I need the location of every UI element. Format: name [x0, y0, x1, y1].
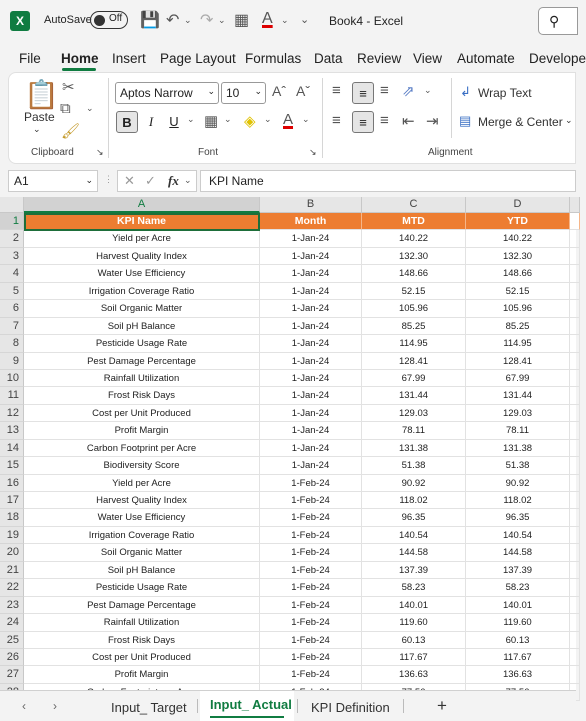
table-cell[interactable]: 85.25: [362, 318, 466, 335]
chevron-down-icon[interactable]: ⌄: [86, 103, 94, 113]
table-cell[interactable]: 1-Feb-24: [260, 649, 362, 666]
row-header[interactable]: 13: [0, 422, 24, 439]
font-group-label: Font: [198, 147, 219, 158]
table-cell[interactable]: Cost per Unit Produced: [24, 405, 260, 422]
table-cell[interactable]: 140.01: [362, 597, 466, 614]
table-cell[interactable]: 136.63: [466, 666, 570, 683]
row-header[interactable]: 21: [0, 562, 24, 579]
tab-insert[interactable]: Insert: [112, 51, 146, 66]
search-icon: ⚲: [549, 13, 560, 29]
chevron-down-icon[interactable]: ⌄: [33, 124, 41, 134]
empty-cell[interactable]: [570, 562, 580, 579]
cut-icon[interactable]: ✂: [62, 79, 75, 96]
table-cell[interactable]: Irrigation Coverage Ratio: [24, 283, 260, 300]
chevron-down-icon: ⌄: [254, 86, 262, 96]
table-cell[interactable]: 1-Jan-24: [260, 300, 362, 317]
empty-cell[interactable]: [570, 370, 580, 387]
table-cell[interactable]: Irrigation Coverage Ratio: [24, 527, 260, 544]
table-cell[interactable]: Soil pH Balance: [24, 318, 260, 335]
chevron-down-icon[interactable]: ⌄: [184, 175, 192, 185]
alignment-group-label: Alignment: [428, 147, 473, 158]
empty-cell[interactable]: [570, 440, 580, 457]
tab-formulas[interactable]: Formulas: [245, 51, 302, 66]
table-cell[interactable]: Profit Margin: [24, 666, 260, 683]
table-cell[interactable]: 1-Jan-24: [260, 318, 362, 335]
table-cell[interactable]: 148.66: [466, 265, 570, 282]
chevron-down-icon[interactable]: ⌄: [187, 114, 195, 124]
borders-icon[interactable]: ▦: [234, 12, 250, 29]
row-header[interactable]: 22: [0, 579, 24, 596]
table-cell[interactable]: Harvest Quality Index: [24, 248, 260, 265]
column-header-c[interactable]: C: [362, 197, 466, 213]
table-cell[interactable]: 1-Jan-24: [260, 335, 362, 352]
enter-icon[interactable]: ✓: [145, 173, 156, 188]
table-cell[interactable]: 1-Feb-24: [260, 579, 362, 596]
table-cell[interactable]: 140.22: [466, 230, 570, 247]
divider: [197, 699, 198, 713]
row-header[interactable]: 15: [0, 457, 24, 474]
tab-review[interactable]: Review: [357, 51, 402, 66]
table-cell[interactable]: 140.01: [466, 597, 570, 614]
empty-cell[interactable]: [570, 475, 580, 492]
orientation-icon[interactable]: ⇗: [402, 83, 415, 100]
row-header[interactable]: 5: [0, 283, 24, 300]
table-cell[interactable]: 1-Feb-24: [260, 509, 362, 526]
table-cell[interactable]: 117.67: [362, 649, 466, 666]
table-cell[interactable]: 1-Jan-24: [260, 405, 362, 422]
title-bar: [0, 0, 576, 42]
empty-cell[interactable]: [570, 318, 580, 335]
font-color-icon[interactable]: A: [283, 111, 294, 128]
tab-developer[interactable]: Develope: [529, 51, 586, 66]
row-header[interactable]: 2: [0, 230, 24, 247]
empty-cell[interactable]: [570, 213, 580, 230]
font-color-icon[interactable]: A: [262, 10, 273, 27]
table-cell[interactable]: Rainfall Utilization: [24, 614, 260, 631]
table-cell[interactable]: 1-Feb-24: [260, 475, 362, 492]
tab-automate[interactable]: Automate: [457, 51, 515, 66]
table-cell[interactable]: 128.41: [466, 353, 570, 370]
divider: [403, 699, 404, 713]
chevron-down-icon: ⌄: [207, 86, 215, 96]
table-cell[interactable]: 1-Jan-24: [260, 440, 362, 457]
table-cell[interactable]: 129.03: [466, 405, 570, 422]
row-header[interactable]: 7: [0, 318, 24, 335]
table-cell[interactable]: 52.15: [466, 283, 570, 300]
table-cell[interactable]: Pest Damage Percentage: [24, 353, 260, 370]
table-cell[interactable]: 128.41: [362, 353, 466, 370]
increase-indent-icon[interactable]: ⇥: [426, 113, 439, 130]
table-cell[interactable]: Rainfall Utilization: [24, 370, 260, 387]
table-cell[interactable]: 1-Jan-24: [260, 353, 362, 370]
empty-cell[interactable]: [570, 283, 580, 300]
italic-button[interactable]: I: [148, 114, 154, 129]
table-cell[interactable]: 1-Jan-24: [260, 422, 362, 439]
chevron-down-icon[interactable]: ⌄: [424, 85, 432, 95]
table-cell[interactable]: Soil Organic Matter: [24, 300, 260, 317]
align-top-icon[interactable]: ≡: [332, 82, 341, 99]
name-box[interactable]: [8, 170, 98, 192]
table-cell[interactable]: 119.60: [362, 614, 466, 631]
row-header[interactable]: 20: [0, 544, 24, 561]
row-header[interactable]: 25: [0, 632, 24, 649]
table-cell[interactable]: Pesticide Usage Rate: [24, 579, 260, 596]
table-cell[interactable]: 1-Feb-24: [260, 632, 362, 649]
table-cell[interactable]: 137.39: [466, 562, 570, 579]
table-cell[interactable]: 58.23: [362, 579, 466, 596]
row-header[interactable]: 26: [0, 649, 24, 666]
increase-font-size-icon[interactable]: Aˆ: [272, 83, 286, 99]
table-cell[interactable]: 1-Jan-24: [260, 370, 362, 387]
merge-center-button[interactable]: Merge & Center: [478, 115, 563, 129]
add-sheet-icon[interactable]: +: [437, 696, 447, 715]
table-cell[interactable]: 60.13: [362, 632, 466, 649]
table-cell[interactable]: 1-Feb-24: [260, 544, 362, 561]
table-cell[interactable]: 131.38: [362, 440, 466, 457]
more-icon: ⋮: [104, 174, 113, 184]
row-header[interactable]: 6: [0, 300, 24, 317]
sheet-tabs-bar: [0, 690, 576, 720]
table-cell[interactable]: 1-Jan-24: [260, 283, 362, 300]
empty-cell[interactable]: [570, 405, 580, 422]
empty-cell[interactable]: [570, 492, 580, 509]
table-cell[interactable]: 114.95: [466, 335, 570, 352]
ribbon-tabs: [0, 42, 586, 70]
table-cell[interactable]: 67.99: [362, 370, 466, 387]
table-cell[interactable]: 1-Feb-24: [260, 666, 362, 683]
table-cell[interactable]: 78.11: [466, 422, 570, 439]
table-cell[interactable]: Water Use Efficiency: [24, 509, 260, 526]
table-cell[interactable]: 58.23: [466, 579, 570, 596]
divider: [451, 78, 452, 138]
autosave-label: AutoSave: [44, 14, 92, 26]
table-cell[interactable]: 140.22: [362, 230, 466, 247]
empty-cell[interactable]: [570, 666, 580, 683]
table-cell[interactable]: 144.58: [362, 544, 466, 561]
format-painter-icon[interactable]: 🖌: [61, 123, 81, 140]
font-name-value: Aptos Narrow: [120, 86, 193, 100]
bold-button[interactable]: B: [116, 111, 138, 133]
table-cell[interactable]: 105.96: [362, 300, 466, 317]
table-cell[interactable]: 60.13: [466, 632, 570, 649]
table-cell[interactable]: 1-Jan-24: [260, 265, 362, 282]
table-cell[interactable]: 117.67: [466, 649, 570, 666]
wrap-text-icon[interactable]: ↲: [460, 84, 471, 99]
row-header[interactable]: 18: [0, 509, 24, 526]
redo-icon[interactable]: ↷: [200, 12, 214, 29]
table-cell[interactable]: Yield per Acre: [24, 475, 260, 492]
row-header[interactable]: 3: [0, 248, 24, 265]
table-cell[interactable]: 131.44: [466, 387, 570, 404]
tab-home[interactable]: Home: [61, 51, 99, 66]
align-center-button[interactable]: ≡: [352, 111, 374, 133]
table-cell[interactable]: 1-Jan-24: [260, 248, 362, 265]
table-cell[interactable]: 1-Jan-24: [260, 457, 362, 474]
table-cell[interactable]: 78.11: [362, 422, 466, 439]
font-size-value: 10: [226, 86, 240, 100]
font-launcher-icon[interactable]: ↘: [309, 147, 317, 157]
table-cell[interactable]: 96.35: [362, 509, 466, 526]
row-header[interactable]: 10: [0, 370, 24, 387]
empty-cell[interactable]: [570, 614, 580, 631]
table-cell[interactable]: 131.44: [362, 387, 466, 404]
table-cell[interactable]: Cost per Unit Produced: [24, 649, 260, 666]
table-cell[interactable]: Water Use Efficiency: [24, 265, 260, 282]
table-cell[interactable]: Frost Risk Days: [24, 387, 260, 404]
table-cell[interactable]: 96.35: [466, 509, 570, 526]
formula-input[interactable]: KPI Name: [200, 170, 576, 192]
chevron-left-icon[interactable]: ‹: [22, 699, 26, 713]
font-name-combo[interactable]: [115, 82, 219, 104]
cancel-icon[interactable]: ✕: [124, 173, 135, 188]
spreadsheet-grid[interactable]: [0, 197, 576, 690]
table-cell[interactable]: Frost Risk Days: [24, 632, 260, 649]
font-size-combo[interactable]: [221, 82, 266, 104]
table-cell[interactable]: 137.39: [362, 562, 466, 579]
empty-cell[interactable]: [570, 544, 580, 561]
table-cell[interactable]: Yield per Acre: [24, 230, 260, 247]
merge-center-icon[interactable]: ▤: [459, 113, 472, 128]
table-cell[interactable]: 136.63: [362, 666, 466, 683]
table-cell[interactable]: Profit Margin: [24, 422, 260, 439]
row-header[interactable]: 9: [0, 353, 24, 370]
column-header-e[interactable]: [570, 197, 580, 213]
table-cell[interactable]: Pesticide Usage Rate: [24, 335, 260, 352]
header-cell[interactable]: Month: [260, 213, 362, 230]
borders-icon[interactable]: ▦: [204, 113, 219, 130]
autosave-state: Off: [109, 13, 123, 24]
column-header-b[interactable]: B: [260, 197, 362, 213]
table-cell[interactable]: 1-Feb-24: [260, 527, 362, 544]
row-header[interactable]: 12: [0, 405, 24, 422]
row-header[interactable]: 4: [0, 265, 24, 282]
table-cell[interactable]: 1-Feb-24: [260, 597, 362, 614]
sheet-tab-input-target[interactable]: Input_ Target: [111, 700, 187, 715]
header-cell[interactable]: KPI Name: [24, 213, 260, 230]
align-left-icon[interactable]: ≡: [332, 112, 341, 129]
table-cell[interactable]: 67.99: [466, 370, 570, 387]
table-cell[interactable]: 1-Jan-24: [260, 387, 362, 404]
row-header[interactable]: 8: [0, 335, 24, 352]
empty-cell[interactable]: [570, 422, 580, 439]
empty-cell[interactable]: [570, 457, 580, 474]
table-cell[interactable]: Harvest Quality Index: [24, 492, 260, 509]
empty-cell[interactable]: [570, 300, 580, 317]
table-cell[interactable]: 52.15: [362, 283, 466, 300]
table-cell[interactable]: 90.92: [362, 475, 466, 492]
save-icon[interactable]: 💾: [140, 12, 160, 29]
chevron-down-icon[interactable]: ⌄: [281, 15, 289, 25]
table-cell[interactable]: 51.38: [466, 457, 570, 474]
empty-cell[interactable]: [570, 509, 580, 526]
table-cell[interactable]: Pest Damage Percentage: [24, 597, 260, 614]
table-cell[interactable]: 1-Feb-24: [260, 562, 362, 579]
header-cell[interactable]: YTD: [466, 213, 570, 230]
table-cell[interactable]: 132.30: [362, 248, 466, 265]
table-cell[interactable]: 148.66: [362, 265, 466, 282]
customize-toolbar-icon[interactable]: ⌄: [300, 14, 310, 26]
column-header-d[interactable]: D: [466, 197, 570, 213]
autosave-toggle[interactable]: [90, 11, 128, 29]
align-right-icon[interactable]: ≡: [380, 112, 389, 129]
chevron-down-icon[interactable]: ⌄: [224, 114, 232, 124]
search-box[interactable]: [538, 7, 578, 35]
align-bottom-icon[interactable]: ≡: [380, 82, 389, 99]
chevron-down-icon[interactable]: ⌄: [264, 114, 272, 124]
table-cell[interactable]: Soil Organic Matter: [24, 544, 260, 561]
active-tab-indicator: [62, 68, 96, 71]
row-header[interactable]: 11: [0, 387, 24, 404]
table-cell[interactable]: 114.95: [362, 335, 466, 352]
document-title: Book4 - Excel: [329, 14, 404, 28]
row-header[interactable]: 19: [0, 527, 24, 544]
tab-page-layout[interactable]: Page Layout: [160, 51, 236, 66]
paste-label[interactable]: Paste: [24, 110, 55, 124]
chevron-down-icon: ⌄: [85, 175, 93, 185]
table-cell[interactable]: 90.92: [466, 475, 570, 492]
table-cell[interactable]: 140.54: [362, 527, 466, 544]
excel-logo-icon: X: [10, 11, 30, 31]
tab-view[interactable]: View: [413, 51, 443, 66]
paste-icon[interactable]: 📋: [24, 79, 59, 110]
empty-cell[interactable]: [570, 597, 580, 614]
empty-cell[interactable]: [570, 248, 580, 265]
empty-cell[interactable]: [570, 387, 580, 404]
table-cell[interactable]: 118.02: [466, 492, 570, 509]
table-cell[interactable]: 132.30: [466, 248, 570, 265]
table-cell[interactable]: 51.38: [362, 457, 466, 474]
active-sheet-indicator: [210, 716, 284, 718]
table-cell[interactable]: 85.25: [466, 318, 570, 335]
table-cell[interactable]: 1-Feb-24: [260, 492, 362, 509]
divider: [108, 78, 109, 158]
column-header-a[interactable]: A: [24, 197, 260, 213]
align-middle-button[interactable]: ≡: [352, 82, 374, 104]
fill-color-icon[interactable]: ◈: [244, 113, 256, 130]
empty-cell[interactable]: [570, 632, 580, 649]
row-header[interactable]: 14: [0, 440, 24, 457]
table-cell[interactable]: 119.60: [466, 614, 570, 631]
chevron-down-icon[interactable]: ⌄: [565, 115, 573, 125]
row-header[interactable]: 27: [0, 666, 24, 683]
table-cell[interactable]: Soil pH Balance: [24, 562, 260, 579]
clipboard-group-label: Clipboard: [31, 147, 74, 158]
table-cell[interactable]: 144.58: [466, 544, 570, 561]
underline-button[interactable]: U: [169, 114, 179, 129]
undo-icon[interactable]: ↶: [166, 12, 180, 29]
wrap-text-button[interactable]: Wrap Text: [478, 86, 532, 100]
empty-cell[interactable]: [570, 527, 580, 544]
insert-function-icon[interactable]: fx: [168, 173, 179, 188]
table-cell[interactable]: 131.38: [466, 440, 570, 457]
table-cell[interactable]: Biodiversity Score: [24, 457, 260, 474]
header-cell[interactable]: MTD: [362, 213, 466, 230]
row-header[interactable]: 24: [0, 614, 24, 631]
row-header[interactable]: 16: [0, 475, 24, 492]
chevron-down-icon[interactable]: ⌄: [184, 15, 192, 25]
tab-file[interactable]: File: [19, 51, 41, 66]
chevron-down-icon[interactable]: ⌄: [302, 114, 310, 124]
clipboard-launcher-icon[interactable]: ↘: [96, 147, 104, 157]
tab-data[interactable]: Data: [314, 51, 343, 66]
chevron-down-icon[interactable]: ⌄: [218, 15, 226, 25]
row-header[interactable]: 23: [0, 597, 24, 614]
formula-buttons: [117, 170, 197, 192]
sheet-tab-kpi-definition[interactable]: KPI Definition: [311, 700, 390, 715]
chevron-right-icon[interactable]: ›: [53, 699, 57, 713]
decrease-indent-icon[interactable]: ⇤: [402, 113, 415, 130]
empty-cell[interactable]: [570, 335, 580, 352]
table-cell[interactable]: Carbon Footprint per Acre: [24, 440, 260, 457]
empty-cell[interactable]: [570, 649, 580, 666]
table-cell[interactable]: 118.02: [362, 492, 466, 509]
table-cell[interactable]: 140.54: [466, 527, 570, 544]
table-cell[interactable]: 129.03: [362, 405, 466, 422]
select-all-corner[interactable]: [0, 197, 24, 213]
empty-cell[interactable]: [570, 230, 580, 247]
row-header[interactable]: 1: [0, 213, 24, 230]
divider: [322, 78, 323, 158]
table-cell[interactable]: 1-Jan-24: [260, 230, 362, 247]
decrease-font-size-icon[interactable]: Aˇ: [296, 83, 310, 99]
row-header[interactable]: 17: [0, 492, 24, 509]
table-cell[interactable]: 1-Feb-24: [260, 614, 362, 631]
toggle-knob: [94, 15, 105, 26]
sheet-tab-input-actual[interactable]: Input_ Actual: [210, 697, 292, 712]
name-box-value: A1: [14, 174, 29, 188]
divider: [297, 699, 298, 713]
empty-cell[interactable]: [570, 353, 580, 370]
empty-cell[interactable]: [570, 265, 580, 282]
copy-icon[interactable]: ⧉: [60, 100, 71, 117]
table-cell[interactable]: 105.96: [466, 300, 570, 317]
empty-cell[interactable]: [570, 579, 580, 596]
